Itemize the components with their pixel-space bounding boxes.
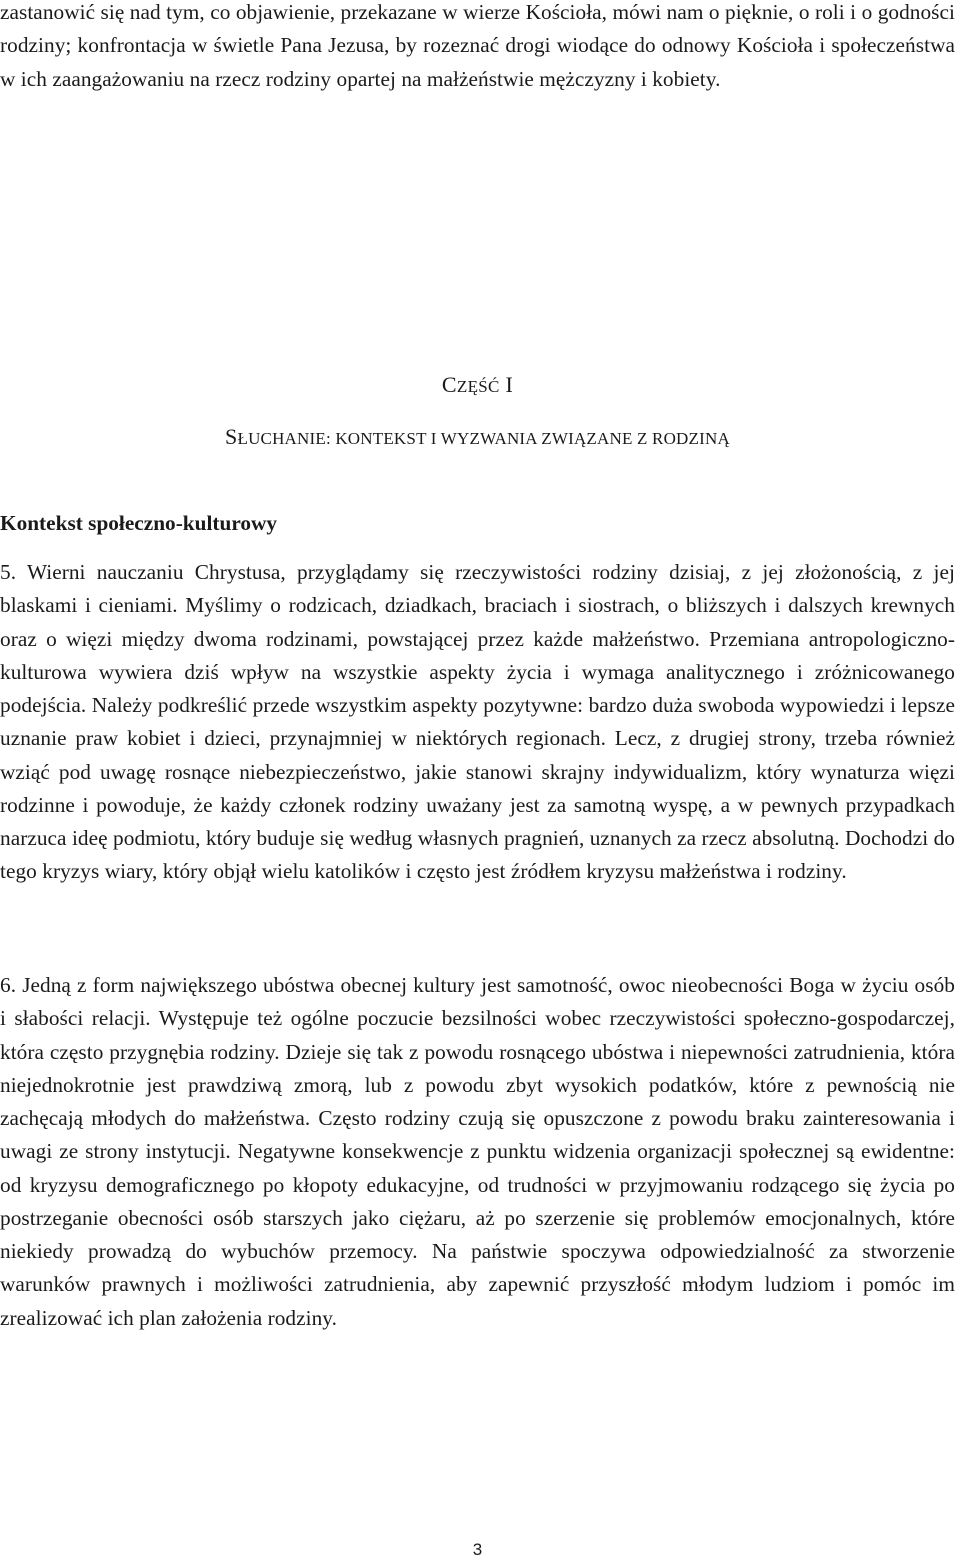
- part-title-initial: C: [441, 372, 457, 397]
- part-title-number: I: [499, 372, 514, 397]
- part-subtitle-rest: ŁUCHANIE: KONTEKST I WYZWANIA ZWIĄZANE Z RODZINĄ: [237, 429, 730, 448]
- part-title-rest: ZĘŚĆ: [456, 377, 500, 396]
- paragraph-6: 6. Jedną z form największego ubóstwa obecnej kultury jest samotność, owoc nieobecności Boga w życiu osób i słabości relacji. Występuje też ogólne poczucie bezsilności wobec rzeczywistości społeczno-gospodarczej, która często przygnębia rodziny. Dzieje się tak z powodu rosnącego ubóstwa i niepewności zatrudnienia, która niejednokrotnie jest prawdziwą zmorą, lub z powodu zbyt wysokich podatków, które z pewnością nie zachęcają młodych do małżeństwa. Często rodziny czują się opuszczone z powodu braku zainteresowania i uwagi ze strony instytucji. Negatywne konsekwencje z punktu widzenia organizacji społecznej są ewidentne: od kryzysu demograficznego po kłopoty edukacyjne, od trudności w przyjmowaniu rodzącego się życia po postrzeganie obecności osób starszych jako ciężaru, aż po szerzenie się problemów emocjonalnych, które niekiedy prowadzą do wybuchów przemocy. Na państwie spoczywa odpowiedzialność za stworzenie warunków prawnych i możliwości zatrudnienia, aby zapewnić przyszłość młodym ludziom i pomóc im zrealizować ich plan założenia rodziny.: [0, 973, 955, 1330]
- intro-paragraph: zastanowić się nad tym, co objawienie, przekazane w wierze Kościoła, mówi nam o pięknie, o roli i o godności rodziny; konfrontacja w świetle Pana Jezusa, by rozeznać drogi wiodące do odnowy Kościoła i społeczeństwa w ich zaangażowaniu na rzecz rodziny opartej na małżeństwie mężczyzny i kobiety.: [0, 0, 955, 91]
- part-subtitle-initial: S: [225, 424, 238, 449]
- section-heading: Kontekst społeczno-kulturowy: [0, 511, 278, 535]
- part-title: [0, 372, 955, 398]
- part-subtitle: [0, 424, 955, 450]
- paragraph-5: 5. Wierni nauczaniu Chrystusa, przyglądamy się rzeczywistości rodziny dzisiaj, z jej złożonością, z jej blaskami i cieniami. Myślimy o rodzicach, dziadkach, braciach i siostrach, o bliższych i dalszych krewnych oraz o więzi między dwoma rodzinami, powstającej przez każde małżeństwo. Przemiana antropologiczno-kulturowa wywiera dziś wpływ na wszystkie aspekty życia i wymaga analitycznego i zróżnicowanego podejścia. Należy podkreślić przede wszystkim aspekty pozytywne: bardzo duża swoboda wypowiedzi i lepsze uznanie praw kobiet i dzieci, przynajmniej w niektórych regionach. Lecz, z drugiej strony, trzeba również wziąć pod uwagę rosnące niebezpieczeństwo, jakie stanowi skrajny indywidualizm, który wynaturza więzi rodzinne i powoduje, że każdy członek rodziny uważany jest za samotną wyspę, a w pewnych przypadkach narzuca ideę podmiotu, który buduje się według własnych pragnień, uznanych za rzecz absolutną. Dochodzi do tego kryzys wiary, który objął wielu katolików i często jest źródłem kryzysu małżeństwa i rodziny.: [0, 560, 955, 884]
- page-number: 3: [472, 1540, 483, 1559]
